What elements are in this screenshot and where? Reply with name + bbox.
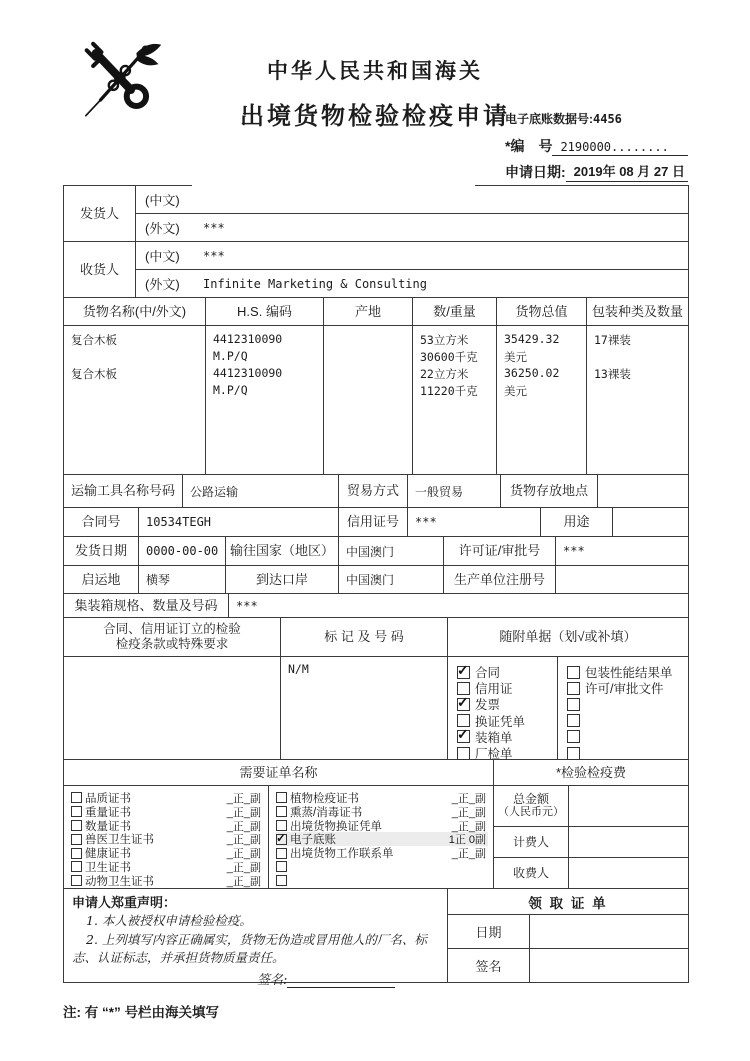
ledger-number-line — [505, 110, 688, 127]
certificate-copies: _正_副 — [226, 861, 261, 874]
goods-col-origin — [324, 326, 413, 474]
chinese-tag: (中文) — [145, 249, 180, 264]
goods-cell — [331, 332, 412, 349]
goods-cell: 4412310090 — [213, 332, 283, 346]
consignee-foreign-row — [136, 270, 688, 297]
certificates-right-list — [269, 786, 494, 888]
serial-number-value: 2190000........ — [552, 140, 688, 156]
certificate-label: 健康证书 — [85, 848, 131, 861]
checkbox-icon[interactable] — [276, 820, 287, 831]
doc-item — [567, 664, 688, 680]
attached-docs-right-list — [558, 657, 688, 759]
goods-cell: 美元 — [504, 384, 527, 398]
origin-port-label: 启运地 — [64, 566, 139, 593]
goods-col-qty — [413, 326, 497, 474]
goods-col-value — [497, 326, 587, 474]
goods-cell — [71, 349, 205, 366]
checkbox-icon[interactable] — [276, 848, 287, 859]
vehicle-label: 运输工具名称号码 — [64, 475, 183, 507]
clauses-header-row — [64, 618, 688, 657]
goods-cell — [331, 383, 412, 400]
certificate-label: 植物检疫证书 — [290, 792, 359, 805]
permit-no-value: *** — [563, 544, 585, 558]
certificate-label: 出境货物换证凭单 — [290, 820, 382, 833]
trade-mode-value: 一般贸易 — [408, 475, 501, 507]
consignee-row — [64, 242, 688, 298]
declaration-line-2: 2. 上列填写内容正确属实，货物无伪造或冒用他人的厂名、标志、认证标志，并承担货物质量责任。 — [72, 932, 427, 966]
consignee-cn-value: *** — [203, 248, 225, 263]
marks-label: 标 记 及 号 码 — [281, 618, 448, 656]
goods-cell: 11220千克 — [420, 384, 478, 398]
fee-total-row — [494, 786, 688, 827]
usage-label: 用途 — [541, 508, 613, 536]
goods-cell: 30600千克 — [420, 350, 478, 364]
doc-item-label: 包装性能结果单 — [585, 666, 673, 681]
certificates-content-row — [64, 786, 688, 889]
goods-col-qty-header: 数/重量 — [413, 298, 497, 325]
terms-label-line1: 合同、信用证订立的检验 — [103, 622, 241, 636]
checkbox-icon[interactable] — [567, 682, 580, 695]
checkbox-icon[interactable] — [567, 747, 580, 760]
checkbox-icon[interactable] — [567, 698, 580, 711]
declaration-cell — [64, 889, 448, 989]
certificate-item — [71, 874, 263, 888]
doc-item-label: 合同 — [475, 666, 501, 681]
container-label: 集装箱规格、数量及号码 — [64, 594, 229, 617]
certificate-label: 数量证书 — [85, 820, 131, 833]
goods-cell: 17裸装 — [594, 333, 631, 347]
goods-cell: 36250.02 — [504, 366, 560, 380]
certificates-title: 需要证单名称 — [64, 760, 494, 785]
fee-collector-label-text: 收费人 — [512, 865, 549, 880]
fee-calculator-label — [494, 827, 569, 858]
fee-calculator-row — [494, 827, 688, 859]
certificate-copies: _正_副 — [226, 792, 261, 805]
application-date-value: 2019年 08 月 27 日 — [566, 161, 688, 182]
fee-total-label-line1: 总金额 — [512, 792, 549, 807]
goods-header-row — [64, 298, 688, 326]
foreign-tag: (外文) — [145, 277, 180, 292]
certificate-item — [276, 860, 488, 874]
storage-place-value — [598, 475, 688, 507]
checkbox-icon[interactable] — [276, 875, 287, 886]
checkbox-icon[interactable] — [567, 666, 580, 679]
checkbox-icon[interactable] — [276, 792, 287, 803]
checkbox-icon[interactable] — [457, 714, 470, 727]
certificate-label: 卫生证书 — [85, 861, 131, 874]
footer-note: 注: 有 “*” 号栏由海关填写 — [63, 1005, 220, 1020]
header-info-block — [505, 110, 688, 182]
fee-calculator-value — [569, 827, 688, 858]
goods-cell: M.P/Q — [213, 383, 248, 397]
goods-cell: 53立方米 — [420, 333, 469, 347]
checkbox-icon[interactable] — [276, 834, 287, 845]
goods-cell — [331, 349, 412, 366]
checkbox-icon[interactable] — [71, 861, 82, 872]
checkbox-icon[interactable] — [457, 698, 470, 711]
terms-label-line2: 检疫条款或特殊要求 — [115, 637, 229, 651]
consignee-fields — [136, 242, 688, 297]
application-date-line — [505, 161, 688, 182]
permit-no-label: 许可证/审批号 — [444, 537, 556, 565]
consignor-foreign-row — [136, 214, 688, 241]
doc-item — [567, 696, 688, 712]
certificate-copies: _正_副 — [226, 834, 261, 847]
application-date-label: 申请日期: — [505, 164, 566, 180]
lc-no-label: 信用证号 — [339, 508, 408, 536]
form-title: 中华人民共和国海关 — [267, 60, 483, 83]
certificate-copies: _正_副 — [226, 806, 261, 819]
ship-date-label: 发货日期 — [64, 537, 139, 565]
ledger-number-value: 4456 — [593, 112, 622, 126]
declaration-row — [64, 889, 688, 989]
certificate-copies: _正_副 — [226, 820, 261, 833]
doc-item-label: 装箱单 — [475, 730, 513, 745]
pickup-date-row — [448, 915, 688, 949]
fee-collector-value — [569, 858, 688, 888]
applicant-signature-blank — [287, 974, 395, 988]
applicant-signature-label: 签名: — [257, 973, 288, 989]
contract-no-value: 10534TEGH — [139, 508, 339, 536]
goods-col-hs-header: H.S. 编码 — [206, 298, 324, 325]
checkbox-icon[interactable] — [276, 806, 287, 817]
goods-cell: 4412310090 — [213, 366, 283, 380]
doc-item — [457, 729, 557, 745]
consignor-foreign-value: *** — [203, 220, 225, 235]
consignee-cn-row — [136, 242, 688, 270]
certificates-header-row — [64, 760, 688, 786]
pickup-sign-value — [530, 949, 688, 982]
certificate-label: 兽医卫生证书 — [85, 834, 154, 847]
lc-no-value: *** — [408, 508, 541, 536]
checkbox-icon[interactable] — [457, 682, 470, 695]
doc-item — [457, 696, 557, 712]
certificates-left-list — [64, 786, 269, 888]
consignee-label: 收货人 — [64, 242, 136, 297]
pickup-title: 领 取 证 单 — [448, 889, 688, 915]
contract-no-label: 合同号 — [64, 508, 139, 536]
form-subtitle: 出境货物检验检疫申请 — [240, 103, 510, 130]
certificate-label: 动物卫生证书 — [85, 875, 154, 888]
doc-item — [457, 745, 557, 761]
container-row — [64, 594, 688, 618]
fee-collector-label — [494, 858, 569, 888]
vehicle-value: 公路运输 — [183, 475, 339, 507]
certificate-copies: _正_副 — [451, 820, 486, 833]
doc-item-label: 厂检单 — [475, 747, 513, 762]
checkbox-icon[interactable] — [457, 747, 470, 760]
arrival-port-label: 到达口岸 — [226, 566, 339, 593]
checkbox-icon[interactable] — [71, 834, 82, 845]
checkbox-icon[interactable] — [567, 730, 580, 743]
goods-cell: M.P/Q — [213, 349, 248, 363]
consignee-foreign-value: Infinite Marketing & Consulting — [203, 276, 427, 291]
goods-col-packing — [587, 326, 688, 474]
destination-label: 输往国家（地区） — [226, 537, 339, 565]
doc-item — [567, 713, 688, 729]
producer-reg-label: 生产单位注册号 — [444, 566, 556, 593]
consignor-label: 发货人 — [64, 186, 136, 241]
transport-row — [64, 475, 688, 508]
pickup-date-value — [530, 915, 688, 948]
checkbox-icon[interactable] — [567, 714, 580, 727]
fee-title: *检验检疫费 — [555, 764, 627, 780]
certificate-item — [276, 874, 488, 888]
checkbox-icon[interactable] — [457, 666, 470, 679]
certificate-copies: _正_副 — [451, 792, 486, 805]
goods-col-name-header: 货物名称(中/外文) — [64, 298, 206, 325]
chinese-tag: (中文) — [145, 193, 180, 208]
checkbox-icon[interactable] — [276, 861, 287, 872]
fee-collector-row — [494, 858, 688, 888]
checkbox-icon[interactable] — [71, 820, 82, 831]
application-form-table — [63, 185, 689, 989]
doc-item-label: 发票 — [475, 698, 501, 713]
checkbox-icon[interactable] — [457, 730, 470, 743]
fee-box — [494, 786, 688, 888]
doc-item — [457, 680, 557, 696]
certificate-label: 品质证书 — [85, 792, 131, 805]
marks-value: N/M — [281, 657, 448, 759]
doc-item-label: 换证凭单 — [475, 714, 526, 729]
certificate-copies: _正_副 — [451, 848, 486, 861]
fee-total-label-line2: （人民币元） — [498, 806, 564, 819]
ledger-number-label: 电子底账数据号: — [505, 112, 593, 126]
doc-item-label: 许可/审批文件 — [585, 682, 664, 697]
goods-cell — [331, 366, 412, 383]
attached-docs-label: 随附单据（划√或补填） — [499, 629, 637, 645]
doc-item — [567, 729, 688, 745]
doc-item — [567, 680, 688, 696]
certificate-copies: _正_副 — [226, 875, 261, 888]
goods-col-origin-header: 产地 — [324, 298, 413, 325]
fee-total-label — [494, 786, 569, 826]
trade-mode-label: 贸易方式 — [339, 475, 408, 507]
goods-col-name — [64, 326, 206, 474]
origin-port-row — [64, 566, 688, 594]
applicant-signature-line — [72, 969, 437, 988]
serial-number-label: *编 号 — [505, 138, 553, 154]
foreign-tag: (外文) — [145, 221, 180, 236]
certificate-label: 重量证书 — [85, 806, 131, 819]
pickup-sign-label: 签名 — [448, 949, 530, 982]
clauses-content-row — [64, 657, 688, 760]
fee-total-value — [569, 786, 688, 826]
goods-cell — [71, 383, 205, 400]
doc-item — [457, 664, 557, 680]
certificate-copies: 1正 0副 — [448, 834, 486, 847]
certificate-copies: _正_副 — [451, 806, 486, 819]
certificate-label: 熏蒸/消毒证书 — [290, 806, 363, 819]
redaction-overlay — [192, 177, 475, 212]
declaration-line-1: 1. 本人被授权申请检验检疫。 — [86, 913, 252, 928]
certificate-copies: _正_副 — [226, 848, 261, 861]
checkbox-icon[interactable] — [71, 848, 82, 859]
checkbox-icon[interactable] — [71, 792, 82, 803]
contract-row — [64, 508, 688, 537]
pickup-box — [448, 889, 688, 982]
goods-cell: 复合木板 — [71, 367, 117, 381]
terms-value — [64, 657, 281, 759]
serial-number-line — [505, 136, 688, 156]
goods-cell: 复合木板 — [71, 333, 117, 347]
destination-value: 中国澳门 — [339, 537, 444, 565]
goods-col-packing-header: 包装种类及数量 — [591, 303, 683, 319]
origin-port-value: 横琴 — [139, 566, 226, 593]
doc-item — [457, 713, 557, 729]
arrival-port-value: 中国澳门 — [339, 566, 444, 593]
pickup-date-label: 日期 — [448, 915, 530, 948]
goods-col-hs — [206, 326, 324, 474]
goods-cell: 22立方米 — [420, 367, 469, 381]
checkbox-icon[interactable] — [71, 806, 82, 817]
certificate-item — [276, 846, 488, 860]
goods-col-value-header: 货物总值 — [497, 298, 587, 325]
goods-cell: 13裸装 — [594, 367, 631, 381]
terms-label — [64, 618, 281, 656]
certificate-label: 电子底账 — [290, 834, 336, 847]
fee-calculator-label-text: 计费人 — [512, 834, 549, 849]
ship-date-row — [64, 537, 688, 566]
attached-docs-left-list — [448, 657, 558, 762]
certificate-label: 出境货物工作联系单 — [290, 848, 394, 861]
doc-item — [567, 745, 688, 761]
declaration-title: 申请人郑重声明： — [72, 895, 177, 910]
checkbox-icon[interactable] — [71, 875, 82, 886]
goods-cell: 美元 — [504, 350, 527, 364]
usage-value — [613, 508, 688, 536]
container-value: *** — [236, 598, 258, 613]
goods-cell: 35429.32 — [504, 332, 560, 346]
goods-cell — [594, 349, 688, 366]
doc-item-label: 信用证 — [475, 682, 513, 697]
pickup-sign-row — [448, 949, 688, 982]
ship-date-value: 0000-00-00 — [139, 537, 226, 565]
goods-body — [64, 326, 688, 475]
producer-reg-value — [556, 566, 688, 593]
goods-cell — [594, 383, 688, 400]
storage-place-label: 货物存放地点 — [501, 475, 598, 507]
